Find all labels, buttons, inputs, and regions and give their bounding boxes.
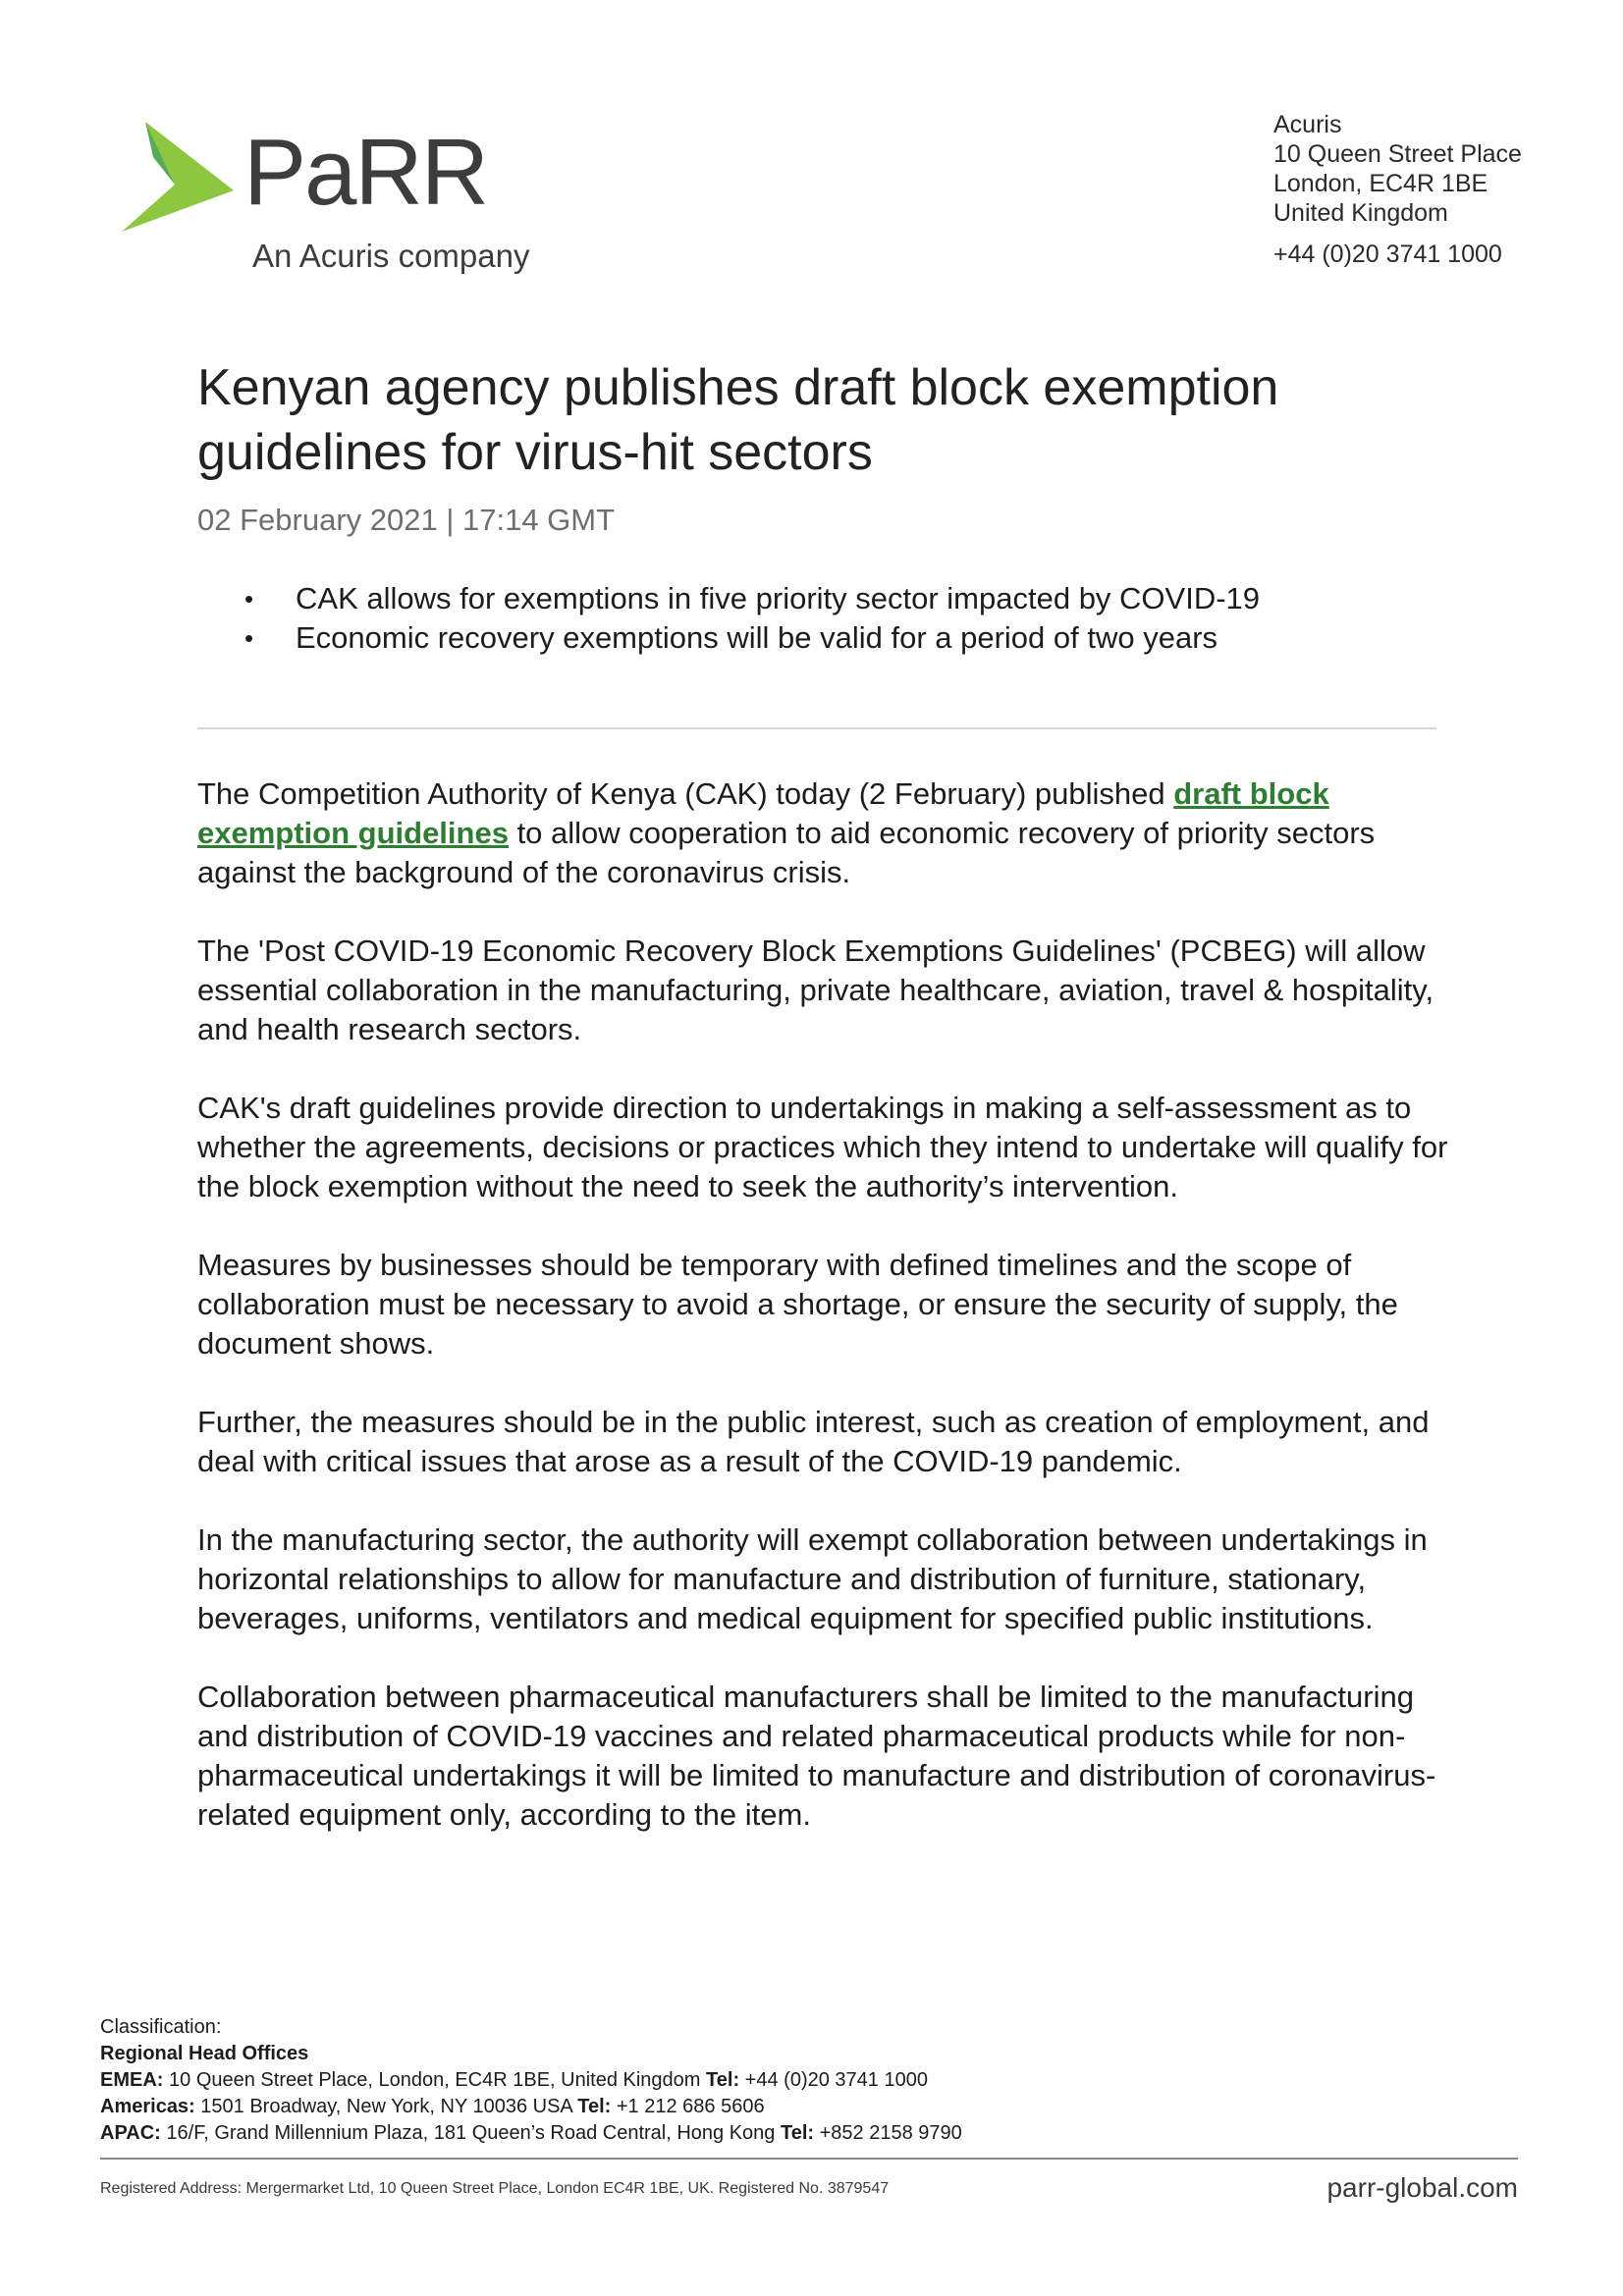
headline-line-2: guidelines for virus-hit sectors [197, 424, 873, 481]
office-row [100, 2067, 962, 2094]
address-phone: +44 (0)20 3741 1000 [1273, 240, 1502, 268]
body-paragraph: Collaboration between pharmaceutical manufacturers shall be limited to the manufacturing and distribution of COVID-19 vaccines and related pharmaceutical products while for non-pharmaceutical undertakings it will be limited to manufacture and distribution of coronavirus-related equipment only, according to the item. [197, 1680, 1436, 1832]
summary-bullets [197, 579, 1260, 658]
office-tel-label: Tel: [706, 2069, 740, 2091]
parr-logo [118, 118, 569, 285]
website-url[interactable]: parr-global.com [1326, 2172, 1518, 2203]
paragraph-text: to allow cooperation to aid economic recovery of priority sectors against the background of the coronavirus crisis. [197, 816, 1376, 889]
registered-address: Registered Address: Mergermarket Ltd, 10 Queen Street Place, London EC4R 1BE, UK. Registered No. 3879547 [100, 2180, 890, 2197]
summary-bullet: • Economic recovery exemptions will be valid for a period of two years [197, 618, 1260, 658]
office-region: Americas: [100, 2096, 195, 2117]
body-paragraph: Further, the measures should be in the public interest, such as creation of employment, and deal with critical issues that arose as a result of the COVID-19 pandemic. [197, 1405, 1430, 1478]
offices-title: Regional Head Offices [100, 2043, 309, 2064]
body-paragraph: The 'Post COVID-19 Economic Recovery Block Exemptions Guidelines' (PCBEG) will allow essential collaboration in the manufacturing, private healthcare, aviation, travel & hospitality, and health research sectors. [197, 934, 1434, 1046]
office-tel: +1 212 686 5606 [616, 2096, 765, 2117]
office-tel: +852 2158 9790 [819, 2122, 962, 2144]
article-body [197, 774, 1449, 1874]
address-line: London, EC4R 1BE [1273, 170, 1488, 197]
office-address: 10 Queen Street Place, London, EC4R 1BE, United Kingdom [169, 2069, 701, 2091]
body-paragraph: In the manufacturing sector, the authority will exempt collaboration between undertakings in horizontal relationships to allow for manufacture and distribution of furniture, stationary, beverages, uniforms, ventilators and medical equipment for specified public institutions. [197, 1522, 1428, 1635]
office-address: 1501 Broadway, New York, NY 10036 USA [200, 2096, 572, 2117]
office-region: EMEA: [100, 2069, 164, 2091]
office-region: APAC: [100, 2122, 161, 2144]
logo-wordmark: PaRR [243, 120, 488, 225]
address-line: Acuris [1273, 111, 1342, 138]
address-line: United Kingdom [1273, 199, 1448, 227]
address-block [1273, 110, 1522, 269]
summary-bullet: • CAK allows for exemptions in five priority sector impacted by COVID-19 [197, 579, 1260, 618]
office-tel-label: Tel: [780, 2122, 815, 2144]
section-divider [197, 727, 1436, 729]
office-tel-label: Tel: [577, 2096, 612, 2117]
paragraph-text: The Competition Authority of Kenya (CAK) today (2 February) published [197, 776, 1174, 811]
article-headline [197, 355, 1474, 485]
classification-label: Classification: [100, 2016, 222, 2038]
address-line: 10 Queen Street Place [1273, 140, 1522, 168]
body-paragraph: Measures by businesses should be temporary with defined timelines and the scope of collaboration must be necessary to avoid a shortage, or ensure the security of supply, the document shows. [197, 1248, 1398, 1361]
logo-tagline: An Acuris company [252, 238, 530, 274]
office-row [100, 2120, 962, 2147]
body-paragraph [197, 774, 1449, 892]
office-row [100, 2094, 962, 2120]
headline-line-1: Kenyan agency publishes draft block exemption [197, 359, 1279, 416]
office-address: 16/F, Grand Millennium Plaza, 181 Queen’s Road Central, Hong Kong [166, 2122, 776, 2144]
parr-triangle-icon [118, 118, 236, 236]
footer-divider [100, 2158, 1518, 2160]
body-paragraph: CAK's draft guidelines provide direction to undertakings in making a self-assessment as to whether the agreements, decisions or practices which they intend to undertake will qualify for the block exemption without the need to seek the authority’s intervention. [197, 1091, 1448, 1203]
office-tel: +44 (0)20 3741 1000 [744, 2069, 928, 2091]
article-dateline: 02 February 2021 | 17:14 GMT [197, 503, 616, 537]
footer-offices [100, 2014, 962, 2147]
draft-guidelines-link[interactable]: draft block exemption guidelines [197, 776, 1329, 850]
